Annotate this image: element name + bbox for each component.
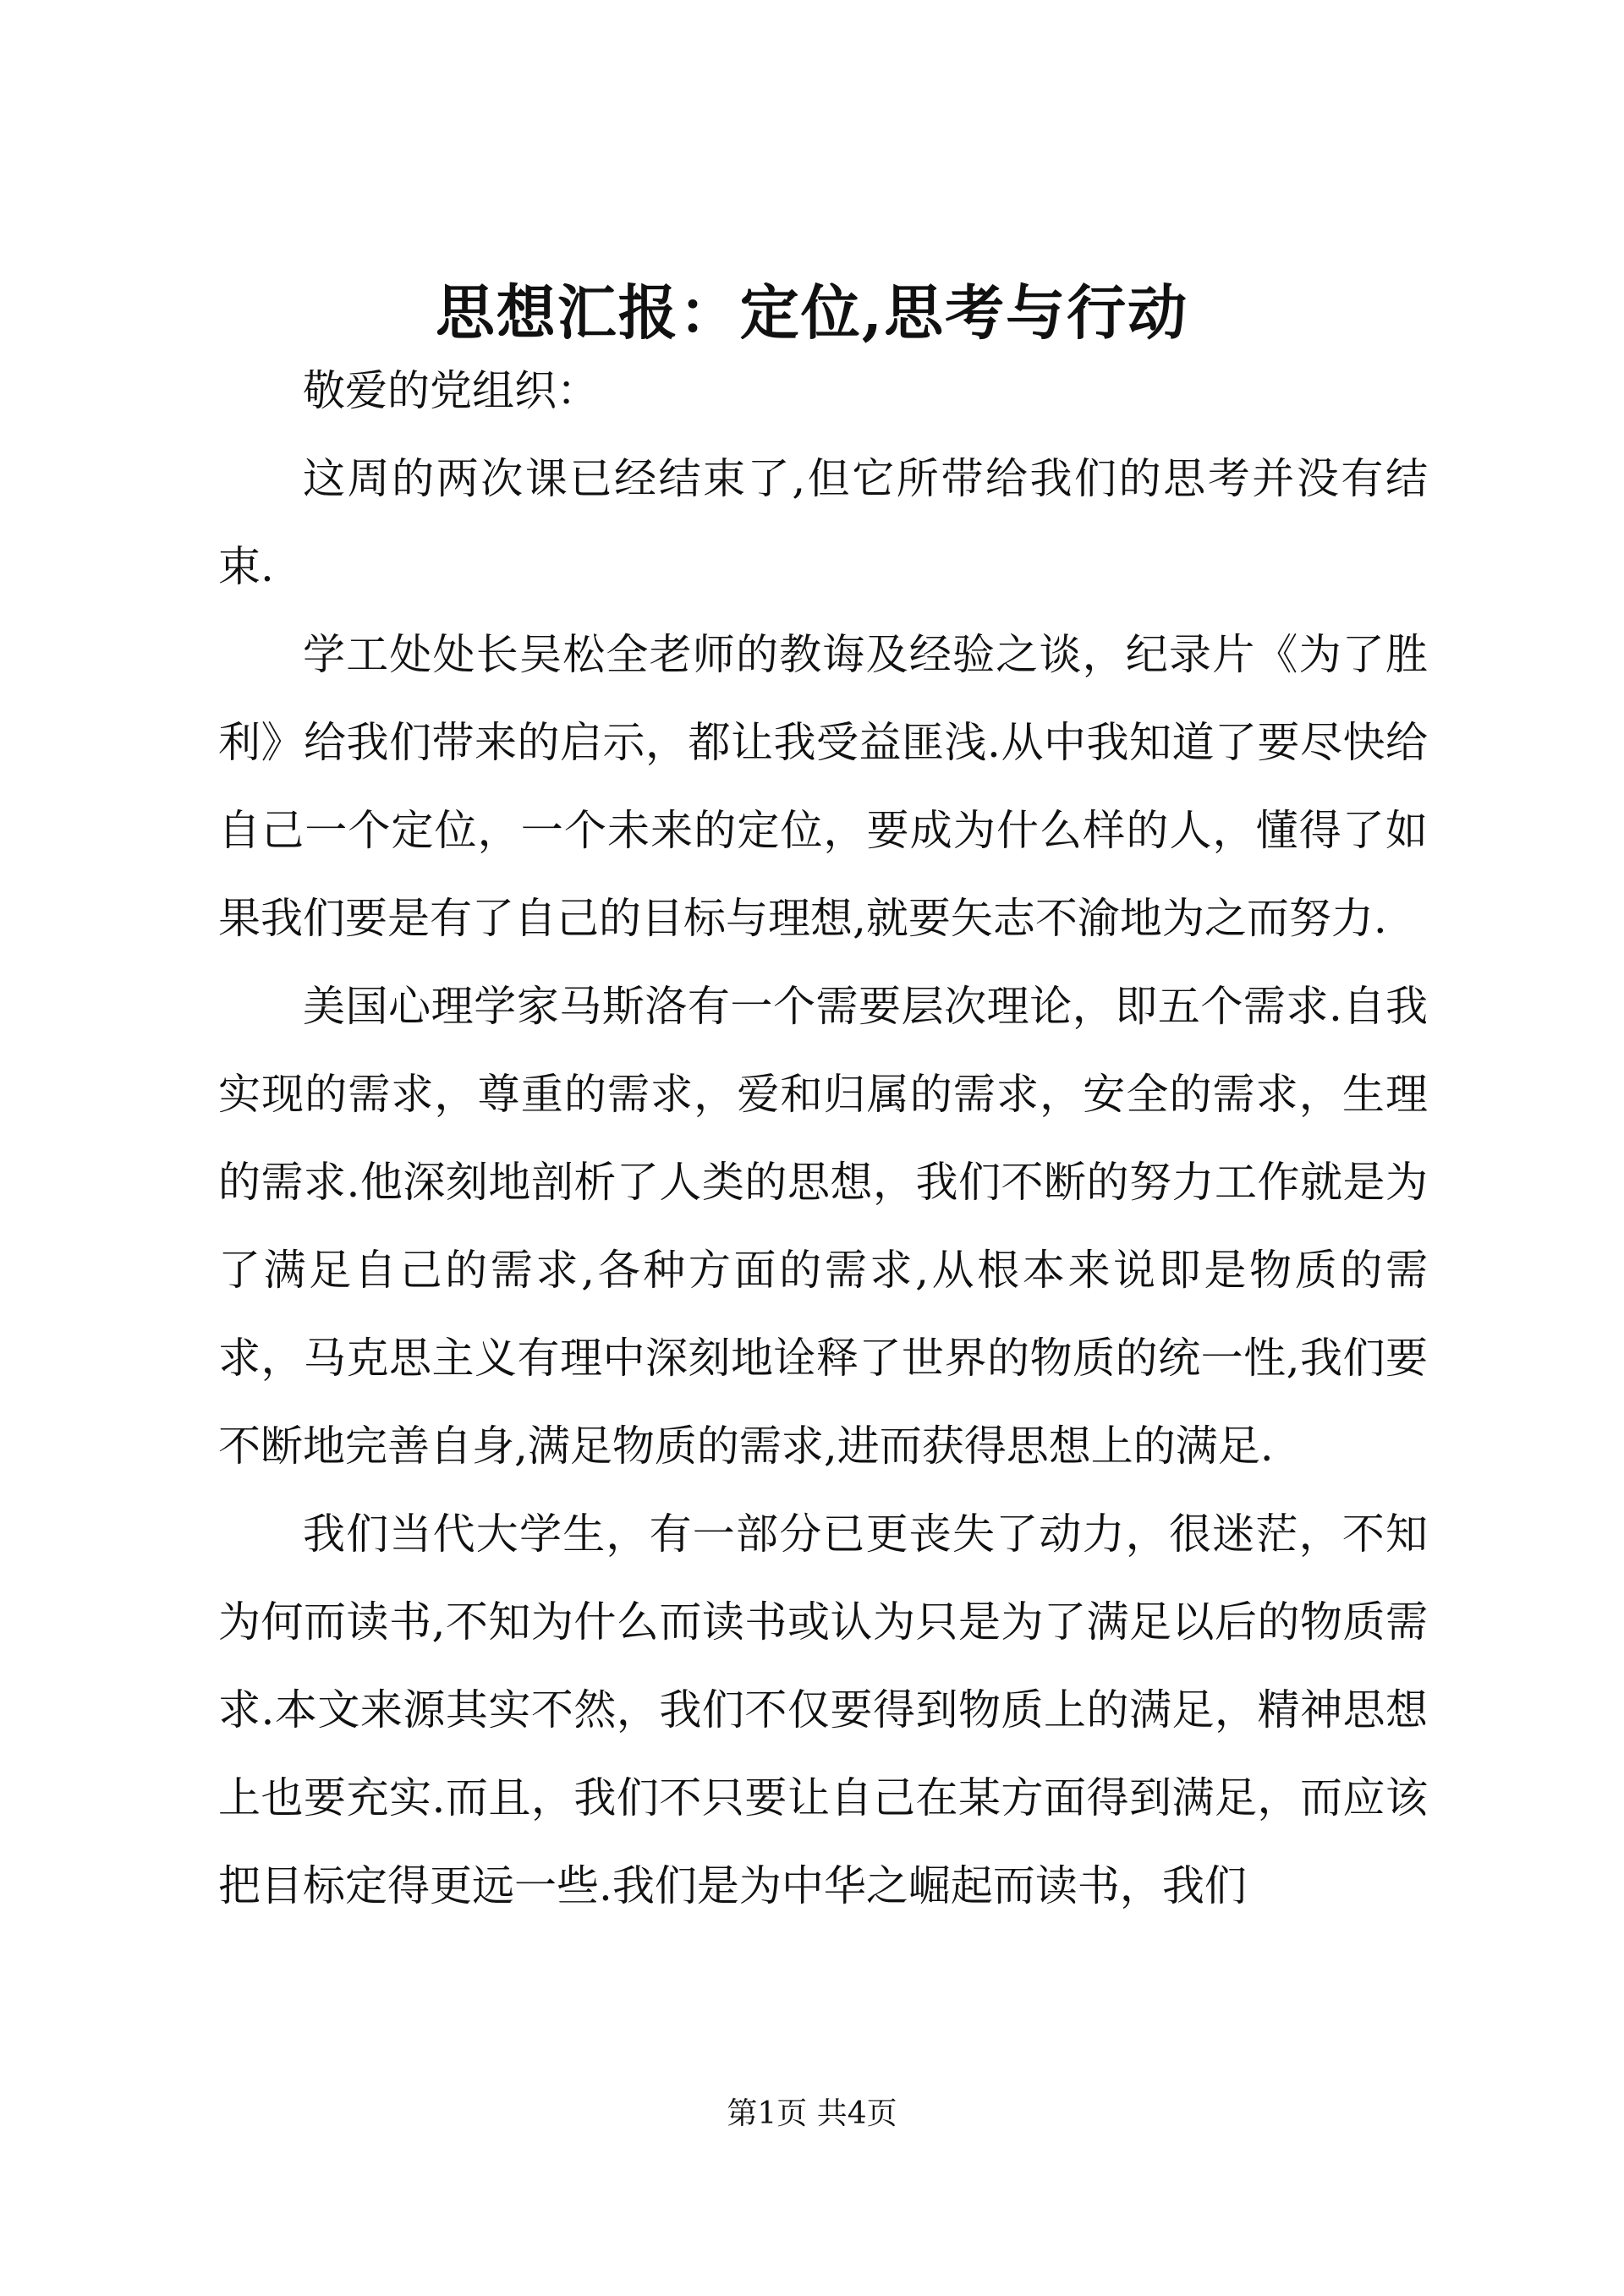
page-number-footer: 第1页 共4页 xyxy=(727,2096,897,2131)
paragraph: 美国心理学家马斯洛有一个需要层次理论，即五个需求.自我实现的需求，尊重的需求，爱和归属的需求，安全的需求，生理的需求.他深刻地剖析了人类的思想，我们不断的努力工作就是为了满足自己的需求,各种方面的需求,从根本来说即是物质的需求，马克思主义有理中深刻地诠释了世界的物质的统一性,我们要不断地完善自身,满足物质的需求,进而获得思想上的满足. xyxy=(218,982,1428,1471)
paragraph: 我们当代大学生，有一部分已更丧失了动力，很迷茫，不知为何而读书,不知为什么而读书或认为只是为了满足以后的物质需求.本文来源其实不然，我们不仅要得到物质上的满足，精神思想上也要充实.而且，我们不只要让自己在某方面得到满足，而应该把目标定得更远一些.我们是为中华之崛起而读书，我们 xyxy=(218,1510,1428,1910)
paragraph: 这周的两次课已经结束了,但它所带给我们的思考并没有结束. xyxy=(218,454,1428,591)
paragraph: 学工处处长吴松全老师的教诲及经验之谈，纪录片《为了胜利》给我们带来的启示，都让我受益匪浅.从中我知道了要尽快给自己一个定位，一个未来的定位，要成为什么样的人，懂得了如果我们要是有了自己的目标与理想,就要矢志不渝地为之而努力. xyxy=(218,630,1428,943)
document-title: 思想汇报：定位,思考与行动 xyxy=(435,277,1189,348)
salutation: 敬爱的党组织： xyxy=(303,366,599,415)
document-body xyxy=(218,347,1428,1930)
